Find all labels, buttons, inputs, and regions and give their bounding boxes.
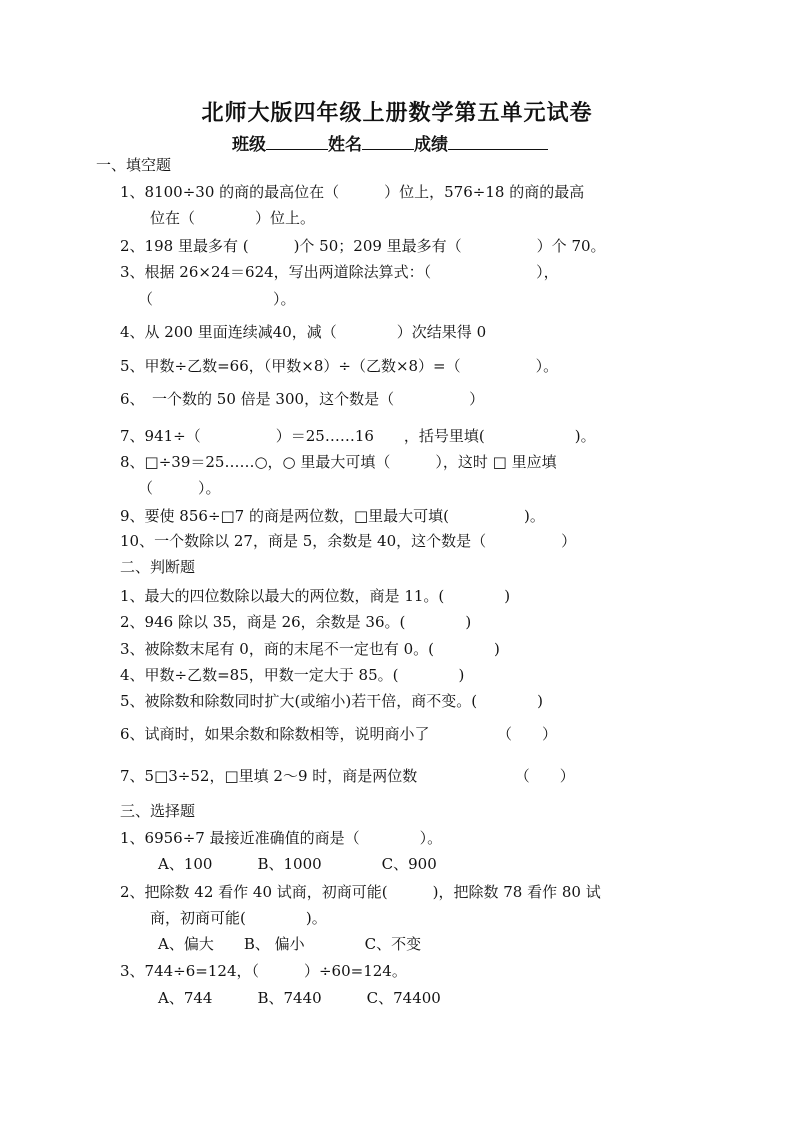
judge-question-2: 2、946 除以 35，商是 26，余数是 36。( ) [120, 613, 472, 631]
judge-question-3: 3、被除数末尾有 0，商的末尾不一定也有 0。( ) [120, 640, 500, 658]
score-blank[interactable] [448, 135, 548, 150]
choice-question-1: 1、6956÷7 最接近准确值的商是（ ）。 [120, 829, 443, 847]
fill-question-3: 3、根据 26×24＝624，写出两道除法算式：（ ）， [120, 263, 559, 281]
class-blank[interactable] [266, 135, 328, 150]
section-heading-judge: 二、判断题 [120, 558, 196, 576]
choice-question-3: 3、744÷6=124，（ ）÷60=124。 [120, 962, 407, 980]
judge-question-1: 1、最大的四位数除以最大的两位数，商是 11。( ) [120, 587, 511, 605]
fill-question-10: 10、一个数除以 27，商是 5，余数是 40，这个数是（ ） [120, 532, 577, 550]
name-label: 姓名 [328, 135, 362, 155]
name-blank[interactable] [362, 135, 414, 150]
fill-question-1-cont: 位在（ ）位上。 [150, 209, 316, 227]
fill-question-1: 1、8100÷30 的商的最高位在（ ）位上，576÷18 的商的最高 [120, 183, 585, 201]
choice-question-2: 2、把除数 42 看作 40 试商，初商可能( )，把除数 78 看作 80 试 [120, 883, 601, 901]
fill-question-9: 9、要使 856÷□7 的商是两位数，□里最大可填( )。 [120, 507, 545, 525]
judge-question-7: 7、5□3÷52，□里填 2～9 时，商是两位数 （ ） [120, 767, 575, 785]
class-label: 班级 [232, 135, 266, 155]
student-info-row [232, 130, 548, 155]
fill-question-8-cont: （ ）。 [138, 479, 221, 497]
choice-question-3-options: A、744 B、7440 C、74400 [158, 989, 441, 1007]
section-heading-fill: 一、填空题 [96, 156, 172, 174]
fill-question-4: 4、从 200 里面连续减40，减（ ）次结果得 0 [120, 323, 487, 341]
judge-question-4: 4、甲数÷乙数=85，甲数一定大于 85。( ) [120, 666, 465, 684]
exam-title: 北师大版四年级上册数学第五单元试卷 [201, 100, 593, 126]
score-label: 成绩 [414, 135, 448, 155]
judge-question-6: 6、试商时，如果余数和除数相等，说明商小了 （ ） [120, 725, 558, 743]
fill-question-7: 7、941÷（ ）＝25……16 ，括号里填( )。 [120, 427, 596, 445]
choice-question-2-options: A、偏大 B、 偏小 C、不变 [158, 935, 422, 953]
judge-question-5: 5、被除数和除数同时扩大(或缩小)若干倍，商不变。( ) [120, 692, 543, 710]
fill-question-3-cont: （ ）。 [138, 290, 296, 308]
choice-question-1-options: A、100 B、1000 C、900 [158, 855, 437, 873]
fill-question-6: 6、 一个数的 50 倍是 300，这个数是（ ） [120, 390, 485, 408]
fill-question-8: 8、□÷39＝25……○，○ 里最大可填（ ），这时 □ 里应填 [120, 453, 557, 471]
fill-question-5: 5、甲数÷乙数=66，（甲数×8）÷（乙数×8）=（ ）。 [120, 357, 559, 375]
section-heading-choice: 三、选择题 [120, 802, 196, 820]
fill-question-2: 2、198 里最多有 ( )个 50；209 里最多有（ ）个 70。 [120, 237, 606, 255]
choice-question-2-cont: 商，初商可能( )。 [150, 909, 327, 927]
